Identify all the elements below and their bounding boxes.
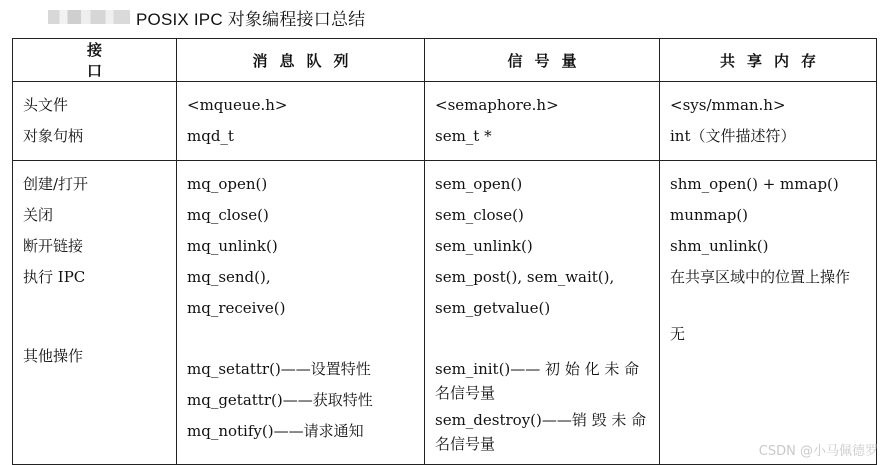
shm-open-mmap: shm_open() + mmap() (670, 175, 839, 193)
sem-unlink: sem_unlink() (435, 237, 533, 255)
mq-notify: mq_notify()——请求通知 (187, 422, 364, 440)
mq-cell (177, 82, 425, 161)
mq-receive: mq_receive() (187, 299, 286, 317)
header-shared-memory: 共享内存 (660, 39, 877, 82)
mq-getattr: mq_getattr()——获取特性 (187, 391, 373, 409)
mq-send: mq_send(), (187, 268, 271, 286)
shm-ipc-op: 在共享区域中的位置上操作 (670, 268, 851, 286)
table-row (13, 161, 877, 465)
label-object-handle: 对象句柄 (23, 127, 84, 145)
mq-open: mq_open() (187, 175, 268, 193)
watermark: CSDN @小马佩德罗 (758, 444, 878, 459)
sem-cell (425, 161, 660, 465)
ipc-summary-table (12, 38, 877, 465)
label-close: 关闭 (23, 206, 54, 224)
shm-unlink: shm_unlink() (670, 237, 769, 255)
title-text: POSIX IPC 对象编程接口总结 (136, 9, 366, 29)
blurred-source-label (48, 10, 130, 24)
label-header-file: 头文件 (23, 96, 69, 114)
label-other-ops: 其他操作 (23, 347, 84, 365)
sem-post-wait: sem_post(), sem_wait(), (435, 268, 615, 286)
table-row (13, 82, 877, 161)
mq-close: mq_close() (187, 206, 269, 224)
mq-header-file: <mqueue.h> (187, 96, 288, 114)
document-title (48, 6, 365, 28)
sem-destroy: sem_destroy()——销 毁 未 命名信号量 (435, 411, 647, 453)
label-unlink: 断开链接 (23, 237, 84, 255)
header-row (13, 39, 877, 82)
header-semaphore: 信号量 (425, 39, 660, 82)
sem-init: sem_init()—— 初 始 化 未 命名信号量 (435, 360, 640, 402)
label-perform-ipc: 执行 IPC (23, 268, 86, 286)
mq-setattr: mq_setattr()——设置特性 (187, 360, 371, 378)
mq-handle: mqd_t (187, 127, 234, 145)
shm-cell (660, 161, 877, 465)
sem-open: sem_open() (435, 175, 523, 193)
sem-close: sem_close() (435, 206, 524, 224)
shm-handle: int（文件描述符） (670, 127, 796, 145)
header-message-queue: 消息队列 (177, 39, 425, 82)
sem-getvalue: sem_getvalue() (435, 299, 551, 317)
sem-cell (425, 82, 660, 161)
shm-munmap: munmap() (670, 206, 749, 224)
shm-cell (660, 82, 877, 161)
sem-header-file: <semaphore.h> (435, 96, 559, 114)
sem-handle: sem_t * (435, 127, 492, 145)
label-create-open: 创建/打开 (23, 175, 89, 193)
mq-cell (177, 161, 425, 465)
row-labels-cell (13, 161, 177, 465)
shm-header-file: <sys/mman.h> (670, 96, 786, 114)
shm-other-none: 无 (670, 325, 686, 343)
row-labels-cell (13, 82, 177, 161)
mq-unlink: mq_unlink() (187, 237, 278, 255)
header-interface: 接 口 (13, 39, 177, 82)
